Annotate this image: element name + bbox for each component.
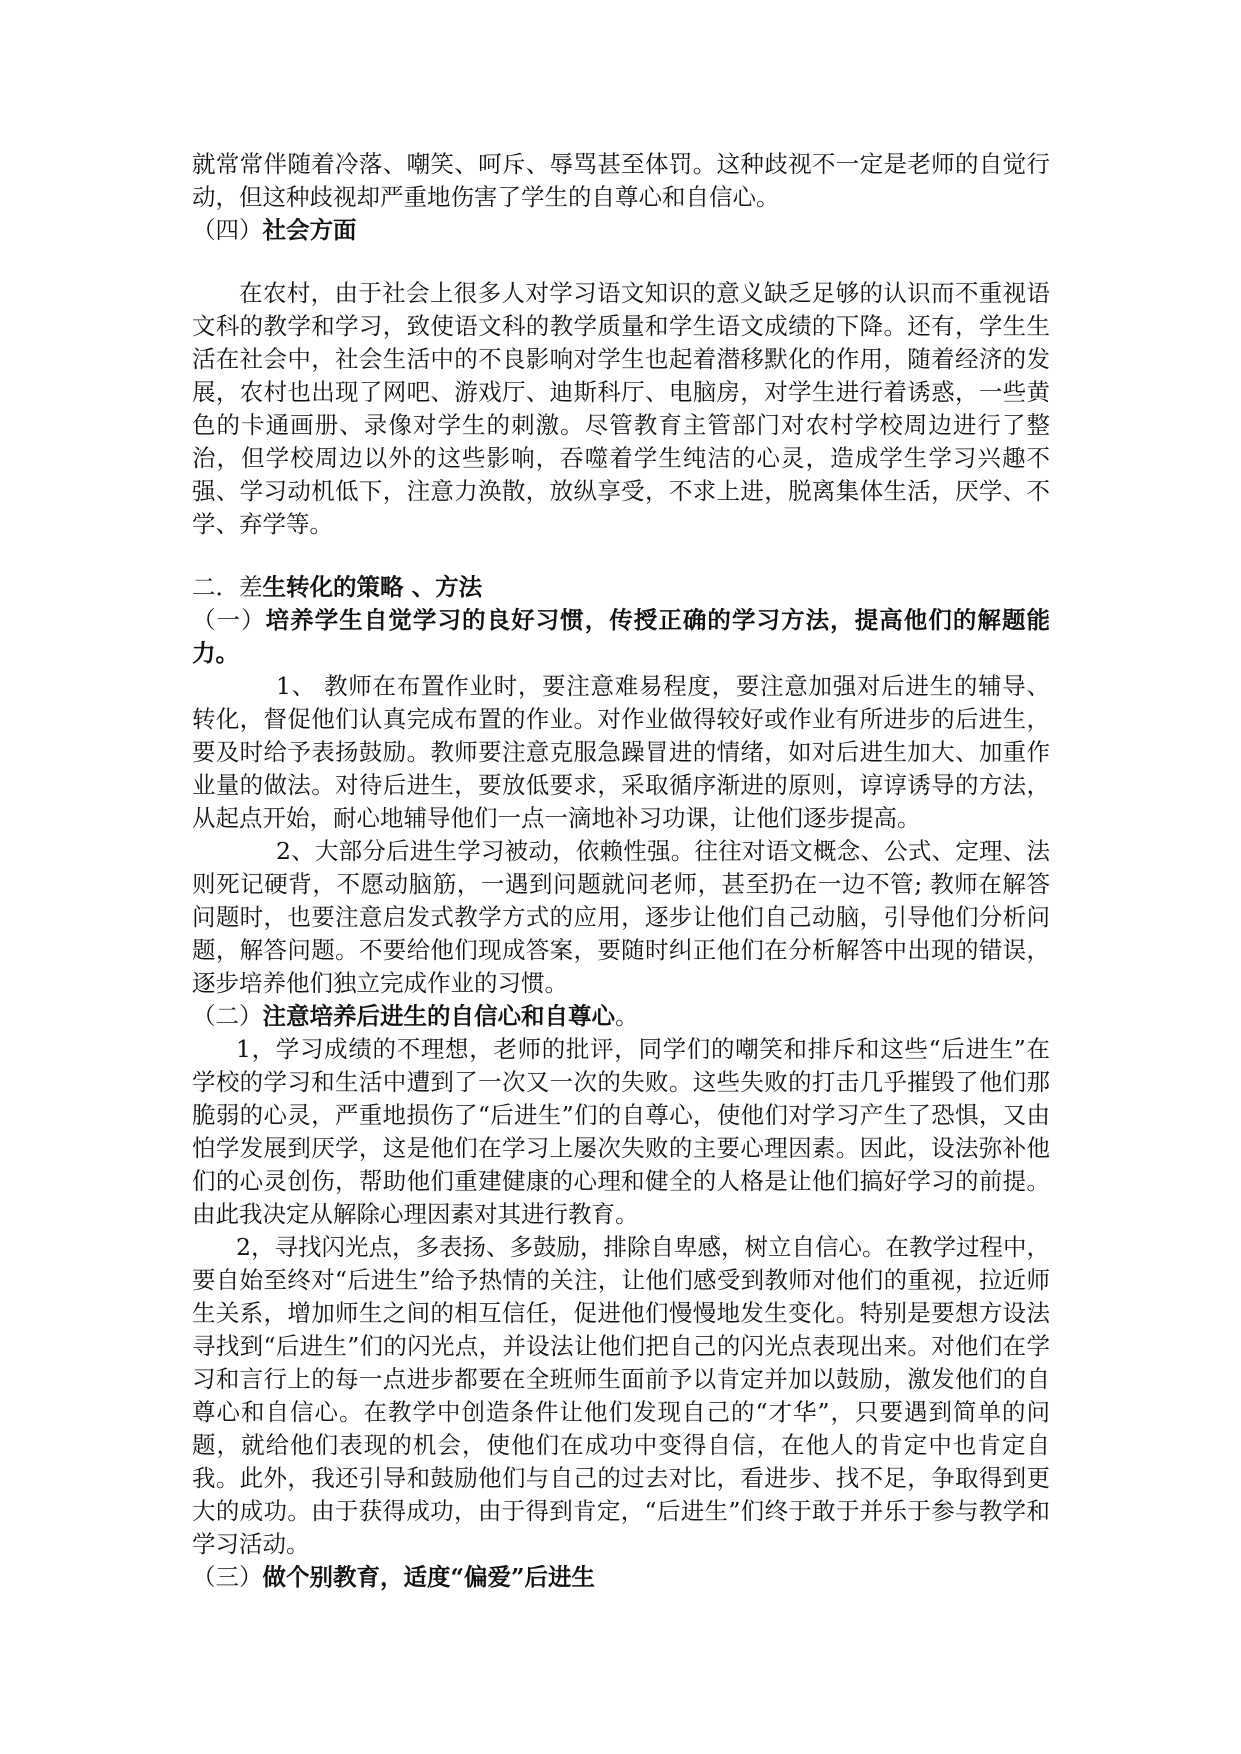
heading-title: 注意培养后进生的自信心和自尊心 [262, 1002, 615, 1030]
heading-self-confidence [192, 1000, 1050, 1033]
paragraph-dependence: 2、大部分后进生学习被动，依赖性强。往往对语文概念、公式、定理、法则死记硬背，不愿动脑筋，一遇到问题就问老师，甚至扔在一边不管; 教师在解答问题时，也要注意启发式教学方式的应用，逐步让他们自己动脑，引导他们分析问题，解答问题。不要给他们现成答案，要随时纠正他们在分析解答中出现的错误，逐步培养他们独立完成作业的习惯。 [192, 837, 1050, 997]
document-page [192, 148, 1050, 1594]
heading-title: 做个别教育，适度“偏爱”后进生 [262, 1563, 596, 1591]
paragraph-social: 在农村，由于社会上很多人对学习语文知识的意义缺乏足够的认识而不重视语文科的教学和学习，致使语文科的教学质量和学生语文成绩的下降。还有，学生生活在社会中，社会生活中的不良影响对学生也起着潜移默化的作用，随着经济的发展，农村也出现了网吧、游戏厅、迪斯科厅、电脑房，对学生进行着诱惑，一些黄色的卡通画册、录像对学生的刺激。尽管教育主管部门对农村学校周边进行了整治，但学校周边以外的这些影响，吞噬着学生纯洁的心灵，造成学生学习兴趣不强、学习动机低下，注意力涣散，放纵享受，不求上进，脱离集体生活，厌学、不学、弃学等。 [192, 279, 1050, 538]
heading-number: （一） [192, 606, 266, 634]
paragraph-psychology: 1，学习成绩的不理想，老师的批评，同学们的嘲笑和排斥和这些“后进生”在学校的学习和生活中遭到了一次又一次的失败。这些失败的打击几乎摧毁了他们那脆弱的心灵，严重地损伤了“后进生”们的自尊心，使他们对学习产生了恐惧，又由怕学发展到厌学，这是他们在学习上屡次失败的主要心理因素。因此，设法弥补他们的心灵创伤，帮助他们重建健康的心理和健全的人格是让他们搞好学习的前提。由此我决定从解除心理因素对其进行教育。 [192, 1035, 1050, 1228]
paragraph-homework: 1、 教师在布置作业时，要注意难易程度，要注意加强对后进生的辅导、转化，督促他们认真完成布置的作业。对作业做得较好或作业有所进步的后进生，要及时给予表扬鼓励。教师要注意克服急躁冒进的情绪，如对后进生加大、加重作业量的做法。对待后进生，要放低要求，采取循序渐进的原则，谆谆诱导的方法，从起点开始，耐心地辅导他们一点一滴地补习功课，让他们逐步提高。 [192, 672, 1050, 832]
heading-number: 二．差 [192, 573, 263, 601]
heading-number: （二） [192, 1002, 263, 1030]
heading-suffix: 。 [615, 1002, 639, 1030]
heading-strategies [192, 571, 1050, 604]
heading-social-aspect [192, 214, 1050, 247]
heading-title: 生转化的策略 、方法 [262, 573, 483, 601]
heading-title: 社会方面 [262, 216, 357, 244]
heading-number: （四） [192, 216, 263, 244]
heading-title: 培养学生自觉学习的良好习惯，传授正确的学习方法，提高他们的解题能力。 [192, 606, 1051, 667]
paragraph-highlights: 2，寻找闪光点，多表扬、多鼓励，排除自卑感，树立自信心。在教学过程中，要自始至终对“后进生”给予热情的关注，让他们感受到教师对他们的重视，拉近师生关系，增加师生之间的相互信任，促进他们慢慢地发生变化。特别是要想方设法寻找到“后进生”们的闪光点，并设法让他们把自己的闪光点表现出来。对他们在学习和言行上的每一点进步都要在全班师生面前予以肯定并加以鼓励，激发他们的自尊心和自信心。在教学中创造条件让他们发现自己的“才华”，只要遇到简单的问题，就给他们表现的机会，使他们在成功中变得自信，在他人的肯定中也肯定自我。此外，我还引导和鼓励他们与自己的过去对比，看进步、找不足，争取得到更大的成功。由于获得成功，由于得到肯定，“后进生”们终于敢于并乐于参与教学和学习活动。 [192, 1233, 1050, 1558]
paragraph-discrimination-end: 就常常伴随着冷落、嘲笑、呵斥、辱骂甚至体罚。这种歧视不一定是老师的自觉行动，但这种歧视却严重地伤害了学生的自尊心和自信心。 [192, 150, 1050, 211]
heading-number: （三） [192, 1563, 263, 1591]
heading-individual-education [192, 1561, 1050, 1594]
heading-habits [192, 604, 1050, 670]
